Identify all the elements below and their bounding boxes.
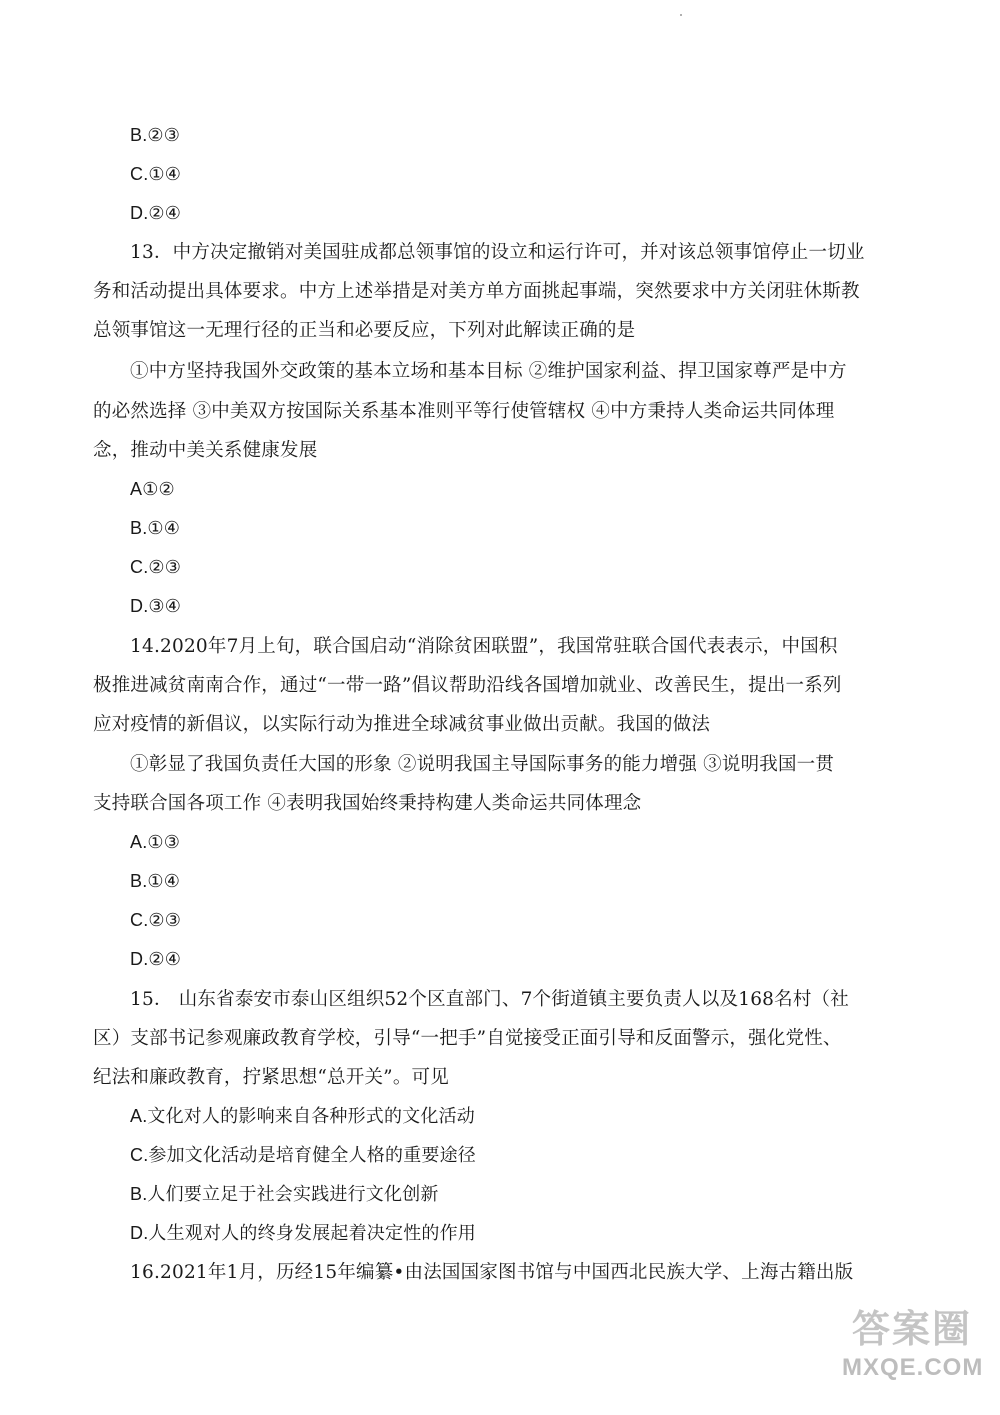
q14-statements-line-2: 支持联合国各项工作 ④表明我国始终秉持构建人类命运共同体理念: [93, 793, 642, 814]
watermark: [842, 1307, 982, 1407]
watermark-logo: 答案圈: [851, 1309, 972, 1351]
q13-stem-line-3: 总领事馆这一无理行径的正当和必要反应，下列对此解读正确的是: [93, 320, 636, 341]
q12-option-d: D.②④: [130, 203, 182, 223]
q15-stem-line-2: 区）支部书记参观廉政教育学校，引导“一把手”自觉接受正面引导和反面警示，强化党性、: [93, 1028, 842, 1049]
q15-stem-line-3: 纪法和廉政教育，拧紧思想“总开关”。可见: [93, 1067, 449, 1088]
q14-option-c: C.②③: [130, 910, 182, 930]
q15-option-b: B.人们要立足于社会实践进行文化创新: [130, 1184, 439, 1204]
q15-stem-line-1: 15． 山东省泰安市泰山区组织52个区直部门、7个街道镇主要负责人以及168名村（社: [130, 989, 849, 1010]
q13-stem-line-1: 13．中方决定撤销对美国驻成都总领事馆的设立和运行许可，并对该总领事馆停止一切业: [130, 242, 865, 263]
q12-option-b: B.②③: [130, 125, 181, 145]
scan-speck: [680, 14, 682, 16]
q13-option-b: B.①④: [130, 518, 181, 538]
q15-option-d: D.人生观对人的终身发展起着决定性的作用: [130, 1223, 476, 1243]
q13-option-c: C.②③: [130, 557, 182, 577]
q15-option-c: C.参加文化活动是培育健全人格的重要途径: [130, 1145, 476, 1165]
q13-statements-line-1: ①中方坚持我国外交政策的基本立场和基本目标 ②维护国家利益、捍卫国家尊严是中方: [130, 361, 847, 382]
q13-stem-line-2: 务和活动提出具体要求。中方上述举措是对美方单方面挑起事端，突然要求中方关闭驻休斯教: [93, 281, 860, 302]
q14-statements-line-1: ①彰显了我国负责任大国的形象 ②说明我国主导国际事务的能力增强 ③说明我国一贯: [130, 754, 835, 775]
q14-stem-line-3: 应对疫情的新倡议，以实际行动为推进全球减贫事业做出贡献。我国的做法: [93, 714, 711, 735]
q13-statements-line-2: 的必然选择 ③中美双方按国际关系基本准则平等行使管辖权 ④中方秉持人类命运共同体理: [93, 401, 835, 422]
q14-stem-line-1: 14.2020年7月上旬，联合国启动“消除贫困联盟”，我国常驻联合国代表表示，中国积: [130, 636, 838, 657]
q13-option-a: A①②: [130, 479, 175, 499]
q14-option-b: B.①④: [130, 871, 181, 891]
q12-option-c: C.①④: [130, 164, 182, 184]
q15-option-a: A.文化对人的影响来自各种形式的文化活动: [130, 1106, 476, 1126]
q13-option-d: D.③④: [130, 596, 182, 616]
q16-stem-line-1: 16.2021年1月，历经15年编纂•由法国国家图书馆与中国西北民族大学、上海古籍出版: [130, 1262, 854, 1283]
q13-statements-line-3: 念，推动中美关系健康发展: [93, 440, 318, 461]
q14-stem-line-2: 极推进减贫南南合作，通过“一带一路”倡议帮助沿线各国增加就业、改善民生，提出一系列: [93, 675, 842, 696]
q14-option-a: A.①③: [130, 832, 181, 852]
watermark-url: MXQE.COM: [842, 1354, 984, 1381]
q14-option-d: D.②④: [130, 949, 182, 969]
